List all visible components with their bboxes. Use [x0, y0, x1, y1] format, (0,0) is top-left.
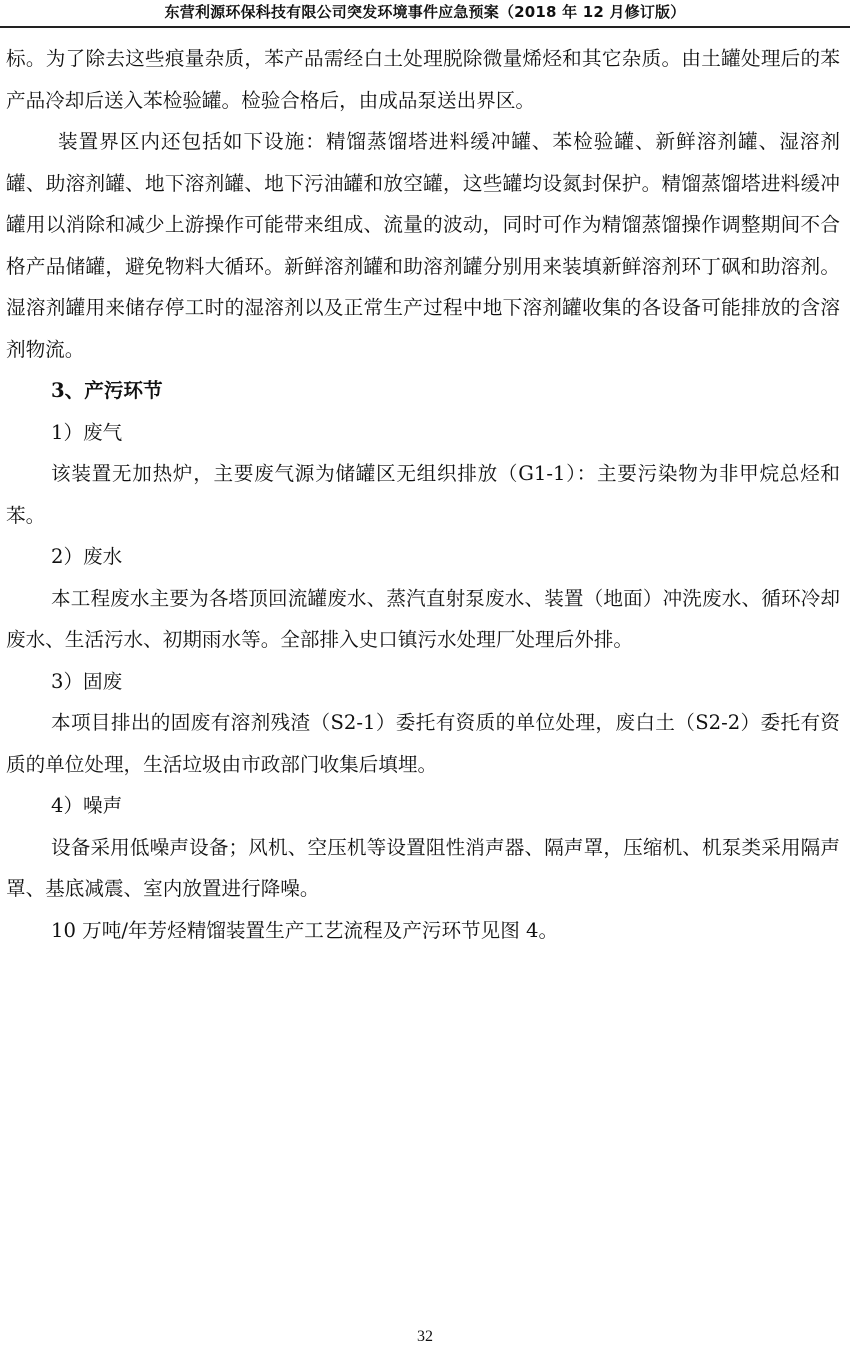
- paragraph-waste-gas: 该装置无加热炉，主要废气源为储罐区无组织排放（G1-1）：主要污染物为非甲烷总烃和苯。: [6, 462, 840, 527]
- header-title: 东营利源环保科技有限公司突发环境事件应急预案（2018 年 12 月修订版）: [164, 3, 686, 21]
- section-heading-pollution: 3、产污环节: [51, 379, 163, 402]
- page-header: [0, 0, 850, 28]
- document-body: [6, 38, 840, 951]
- subheading-noise: 4）噪声: [51, 794, 123, 817]
- paragraph-continuation: 标。为了除去这些痕量杂质，苯产品需经白土处理脱除微量烯烃和其它杂质。由土罐处理后的苯产品冷却后送入苯检验罐。检验合格后，由成品泵送出界区。: [6, 47, 840, 112]
- paragraph-noise: 设备采用低噪声设备；风机、空压机等设置阻性消声器、隔声罩，压缩机、机泵类采用隔声罩、基底减震、室内放置进行降噪。: [6, 835, 840, 900]
- paragraph-facilities: 装置界区内还包括如下设施：精馏蒸馏塔进料缓冲罐、苯检验罐、新鲜溶剂罐、湿溶剂罐、助溶剂罐、地下溶剂罐、地下污油罐和放空罐，这些罐均设氮封保护。精馏蒸馏塔进料缓冲罐用以消除和减少上游操作可能带来组成、流量的波动，同时可作为精馏蒸馏操作调整期间不合格产品储罐，避免物料大循环。新鲜溶剂罐和助溶剂罐分别用来装填新鲜溶剂环丁砜和助溶剂。湿溶剂罐用来储存停工时的湿溶剂以及正常生产过程中地下溶剂罐收集的各设备可能排放的含溶剂物流。: [6, 130, 840, 361]
- subheading-solid-waste: 3）固废: [51, 669, 123, 693]
- paragraph-solid-waste: 本项目排出的固废有溶剂残渣（S2-1）委托有资质的单位处理，废白土（S2-2）委托有资质的单位处理，生活垃圾由市政部门收集后填埋。: [6, 711, 840, 776]
- subheading-waste-water: 2）废水: [51, 545, 123, 568]
- subheading-waste-gas: 1）废气: [51, 420, 123, 444]
- paragraph-waste-water: 本工程废水主要为各塔顶回流罐废水、蒸汽直射泵废水、装置（地面）冲洗废水、循环冷却废水、生活污水、初期雨水等。全部排入史口镇污水处理厂处理后外排。: [6, 586, 840, 651]
- page-number: 32: [417, 1328, 433, 1345]
- paragraph-closing: 10 万吨/年芳烃精馏装置生产工艺流程及产污环节见图 4。: [51, 918, 559, 942]
